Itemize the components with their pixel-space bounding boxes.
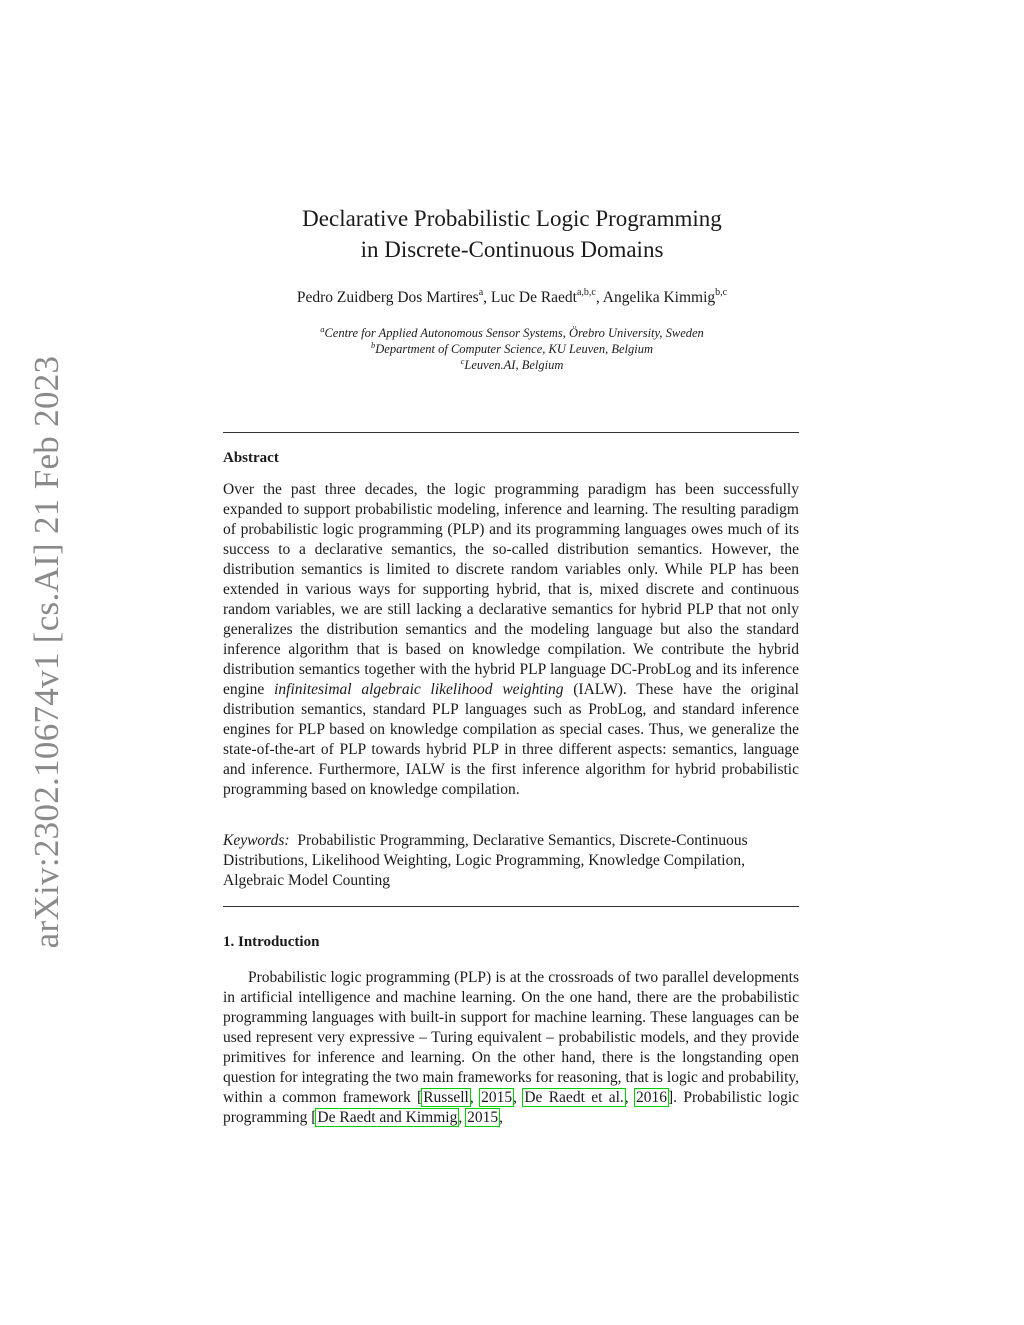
affiliation-text: Department of Computer Science, KU Leuven, Belgium <box>375 342 653 356</box>
author-affiliation-marker: b,c <box>715 287 728 298</box>
author-name: Pedro Zuidberg Dos Martires <box>296 289 479 306</box>
affiliation-marker: c <box>460 356 465 366</box>
author-name: Angelika Kimmig <box>602 289 716 306</box>
paper-title <box>0 203 1024 265</box>
abstract-text-part-1: Over the past three decades, the logic programming paradigm has been successfully expanded to support probabilistic modeling, inference and learning. The resulting paradigm of probabilistic logic programming (PLP) and its programming languages owes much of its success to a declarative semantics, the so-called distribution semantics. However, the distribution semantics is limited to discrete random variables only. While PLP has been extended in various ways for supporting hybrid, that is, mixed discrete and continuous random variables, we are still lacking a declarative semantics for hybrid PLP that not only generalizes the distribution semantics and the modeling language but also the standard inference algorithm that is based on knowledge compilation. We contribute the hybrid distribution semantics together with the hybrid PLP language DC-ProbLog and its inference engine <box>223 481 799 698</box>
title-line-2: in Discrete-Continuous Domains <box>360 237 664 262</box>
abstract-body <box>223 480 799 800</box>
abstract-top-divider <box>223 432 799 433</box>
author-separator: , <box>595 289 603 306</box>
affiliation-list <box>0 325 1024 373</box>
citation-separator: , <box>458 1109 467 1126</box>
abstract-emphasis: infinitesimal algebraic likelihood weighting <box>274 681 564 698</box>
arxiv-identifier-stamp: arXiv:2302.10674v1 [cs.AI] 21 Feb 2023 <box>27 355 66 949</box>
author-name: Luc De Raedt <box>490 289 577 306</box>
affiliation-marker: b <box>371 340 376 350</box>
author-affiliation-marker: a <box>478 287 484 298</box>
intro-text-part-1: Probabilistic logic programming (PLP) is at the crossroads of two parallel developments in artificial intelligence and machine learning. On the one hand, there are the probabilistic programming languages with built-in support for machine learning. These languages can be used represent very expressive – Turing equivalent – probabilistic models, and they provide primitives for inference and learning. On the other hand, there is the longstanding open question for integrating the two main frameworks for reasoning, that is logic and probability, within a common framework [ <box>223 969 799 1106</box>
intro-text-part-3: , <box>499 1109 503 1126</box>
affiliation-text: Leuven.AI, Belgium <box>464 358 564 372</box>
keywords-label: Keywords: <box>223 832 290 849</box>
affiliation-text: Centre for Applied Autonomous Sensor Systems, Örebro University, Sweden <box>324 326 704 340</box>
author-list <box>0 289 1024 307</box>
author-affiliation-marker: a,b,c <box>576 287 596 298</box>
title-line-1: Declarative Probabilistic Logic Programming <box>302 206 722 231</box>
citation-link-de-raedt-and-kimmig[interactable]: De Raedt and Kimmig <box>317 1109 458 1126</box>
affiliation-marker: a <box>320 324 325 334</box>
affiliation-line <box>0 341 1024 357</box>
abstract-heading: Abstract <box>223 450 279 466</box>
intro-text-part-2: ]. Probabilistic logic programming [ <box>223 1089 800 1126</box>
citation-year-link-2016[interactable]: 2016 <box>636 1089 667 1106</box>
citation-link-de-raedt-et-al[interactable]: De Raedt et al. <box>524 1089 624 1106</box>
introduction-heading: 1. Introduction <box>223 934 320 950</box>
abstract-bottom-divider <box>223 906 799 907</box>
citation-separator: , <box>513 1089 524 1106</box>
citation-separator: , <box>469 1089 481 1106</box>
citation-link-russell[interactable]: Russell <box>423 1089 469 1106</box>
abstract-text-part-2: (IALW). These have the original distribution semantics, standard PLP languages such as ProbLog, and standard inference engines for PLP based on knowledge compilation as special cases. Thus, we generalize the state-of-the-art of PLP towards hybrid PLP in three different aspects: semantics, language and inference. Furthermore, IALW is the first inference algorithm for hybrid probabilistic programming based on knowledge compilation. <box>223 681 799 798</box>
citation-separator: , <box>624 1089 635 1106</box>
keywords-text: Probabilistic Programming, Declarative Semantics, Discrete-Continuous Distributions, Likelihood Weighting, Logic Programming, Knowledge Compilation, Algebraic Model Counting <box>223 832 748 889</box>
affiliation-line <box>0 325 1024 341</box>
author-separator: , <box>483 289 491 306</box>
introduction-body <box>223 968 799 1128</box>
affiliation-line <box>0 357 1024 373</box>
keywords-block <box>223 831 799 891</box>
citation-year-link-2015[interactable]: 2015 <box>481 1089 513 1106</box>
citation-year-link-2015[interactable]: 2015 <box>467 1109 499 1126</box>
